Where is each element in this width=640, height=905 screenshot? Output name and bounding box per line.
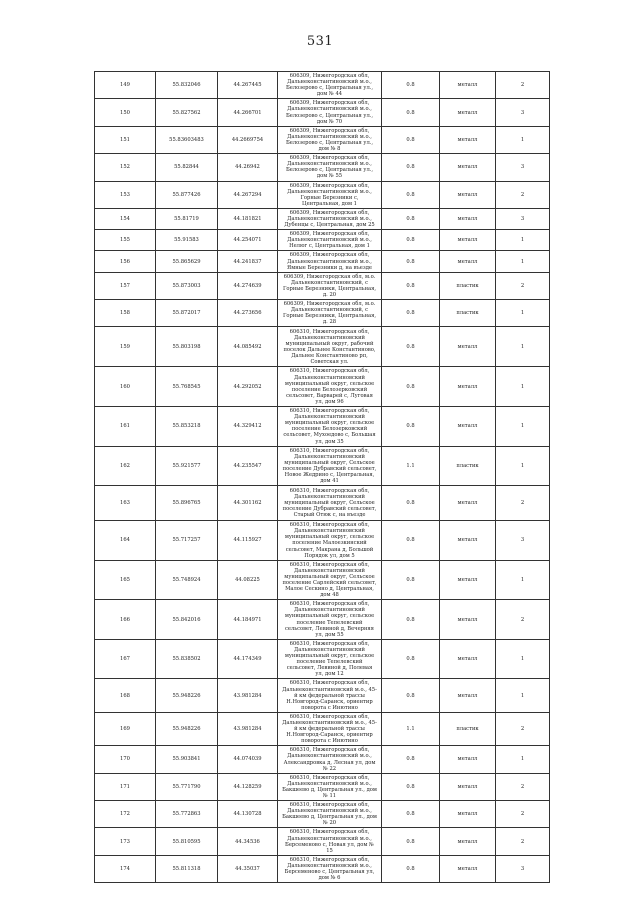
row-number-cell: 172 <box>95 801 156 828</box>
table-row <box>95 327 550 367</box>
longitude-cell: 44.235547 <box>218 446 278 486</box>
material-cell: пластик <box>440 446 496 486</box>
longitude-cell: 44.184971 <box>218 600 278 640</box>
material-cell: металл <box>440 828 496 855</box>
count-cell: 1 <box>496 327 550 367</box>
address-cell: 606310, Нижегородская обл, Дальнеконстантиновский м.о., 45-й км федеральной трассы Н.Новгород-Саранск, ориентир поворота с Инютино <box>278 679 382 712</box>
volume-cell: 0.8 <box>382 208 440 229</box>
table-row <box>95 639 550 679</box>
volume-cell: 0.8 <box>382 679 440 712</box>
volume-cell: 0.8 <box>382 486 440 521</box>
longitude-cell: 43.981284 <box>218 712 278 745</box>
address-cell: 606310, Нижегородская обл, Дальнеконстантиновский муниципальный округ, рабочий поселок Дальнее Константиново, Дальнее Константиново рп, Советская ул. <box>278 327 382 367</box>
row-number-cell: 170 <box>95 746 156 773</box>
address-cell: 606309, Нижегородская обл, Дальнеконстантиновский м.о., Горные Березники с, Центральная, дом 1 <box>278 181 382 208</box>
material-cell: металл <box>440 855 496 882</box>
longitude-cell: 44.266701 <box>218 99 278 126</box>
latitude-cell: 55.873003 <box>156 272 218 299</box>
count-cell: 1 <box>496 560 550 600</box>
material-cell: металл <box>440 154 496 181</box>
material-cell: металл <box>440 208 496 229</box>
material-cell: металл <box>440 251 496 272</box>
row-number-cell: 167 <box>95 639 156 679</box>
table-row <box>95 855 550 882</box>
material-cell: металл <box>440 367 496 407</box>
row-number-cell: 150 <box>95 99 156 126</box>
longitude-cell: 44.174349 <box>218 639 278 679</box>
address-cell: 606309, Нижегородская обл, Дальнеконстантиновский м.о., Белозерово с, Центральная ул., дом № 8 <box>278 126 382 153</box>
latitude-cell: 55.748924 <box>156 560 218 600</box>
latitude-cell: 55.83603483 <box>156 126 218 153</box>
longitude-cell: 44.26942 <box>218 154 278 181</box>
table-row <box>95 679 550 712</box>
latitude-cell: 55.903841 <box>156 746 218 773</box>
count-cell: 3 <box>496 154 550 181</box>
row-number-cell: 159 <box>95 327 156 367</box>
address-cell: 606309, Нижегородская обл, Дальнеконстантиновский м.о., Белозерово с, Центральная ул., дом № 44 <box>278 72 382 99</box>
material-cell: пластик <box>440 272 496 299</box>
longitude-cell: 44.292052 <box>218 367 278 407</box>
table-row <box>95 126 550 153</box>
row-number-cell: 161 <box>95 407 156 447</box>
longitude-cell: 44.2669754 <box>218 126 278 153</box>
longitude-cell: 44.074039 <box>218 746 278 773</box>
latitude-cell: 55.771790 <box>156 773 218 800</box>
volume-cell: 0.8 <box>382 746 440 773</box>
latitude-cell: 55.717257 <box>156 521 218 561</box>
volume-cell: 0.8 <box>382 367 440 407</box>
material-cell: пластик <box>440 712 496 745</box>
address-cell: 606309, Нижегородская обл, Дальнеконстантиновский м.о., Ямные Березники д, на въезде <box>278 251 382 272</box>
address-cell: 606309, Нижегородская обл, Дальнеконстантиновский м.о., Дубенцы с, Центральная, дом 25 <box>278 208 382 229</box>
longitude-cell: 44.273656 <box>218 300 278 327</box>
address-cell: 606309, Нижегородская обл, Дальнеконстантиновский м.о., Белозерово с, Центральная ул., дом № 70 <box>278 99 382 126</box>
volume-cell: 0.8 <box>382 600 440 640</box>
table-row <box>95 801 550 828</box>
volume-cell: 0.8 <box>382 521 440 561</box>
row-number-cell: 163 <box>95 486 156 521</box>
table-row <box>95 181 550 208</box>
address-cell: 606309, Нижегородская обл, Дальнеконстантиновский м.о., Белозерово с, Центральная ул., дом № 55 <box>278 154 382 181</box>
address-cell: 606310, Нижегородская обл, Дальнеконстантиновский м.о., 45-й км федеральной трассы Н.Новгород-Саранск, ориентир поворота с Инютино <box>278 712 382 745</box>
latitude-cell: 55.877426 <box>156 181 218 208</box>
table-row <box>95 560 550 600</box>
latitude-cell: 55.810595 <box>156 828 218 855</box>
row-number-cell: 155 <box>95 230 156 251</box>
address-cell: 606310, Нижегородская обл, Дальнеконстантиновский м.о., Берсеменово с, Новая ул, дом № 15 <box>278 828 382 855</box>
volume-cell: 0.8 <box>382 801 440 828</box>
material-cell: металл <box>440 327 496 367</box>
row-number-cell: 157 <box>95 272 156 299</box>
table-row <box>95 154 550 181</box>
count-cell: 2 <box>496 801 550 828</box>
address-cell: 606309, Нижегородская обл, Дальнеконстантиновский м.о., Нелюг с, Центральная, дом 1 <box>278 230 382 251</box>
latitude-cell: 55.768545 <box>156 367 218 407</box>
latitude-cell: 55.842016 <box>156 600 218 640</box>
volume-cell: 0.8 <box>382 251 440 272</box>
count-cell: 1 <box>496 230 550 251</box>
table-row <box>95 407 550 447</box>
volume-cell: 0.8 <box>382 181 440 208</box>
address-cell: 606310, Нижегородская обл, Дальнеконстантиновский м.о., Бакшеево д, Центральная ул., дом № 11 <box>278 773 382 800</box>
longitude-cell: 44.241837 <box>218 251 278 272</box>
table-row <box>95 773 550 800</box>
table-row <box>95 72 550 99</box>
material-cell: металл <box>440 407 496 447</box>
row-number-cell: 162 <box>95 446 156 486</box>
longitude-cell: 44.181821 <box>218 208 278 229</box>
material-cell: металл <box>440 126 496 153</box>
address-cell: 606310, Нижегородская обл, Дальнеконстантиновский м.о., Александровка д, Лесная ул, дом № 22 <box>278 746 382 773</box>
latitude-cell: 55.91583 <box>156 230 218 251</box>
count-cell: 1 <box>496 407 550 447</box>
count-cell: 1 <box>496 679 550 712</box>
table-body <box>95 72 550 883</box>
volume-cell: 0.8 <box>382 99 440 126</box>
volume-cell: 0.8 <box>382 828 440 855</box>
latitude-cell: 55.803198 <box>156 327 218 367</box>
count-cell: 3 <box>496 521 550 561</box>
volume-cell: 0.8 <box>382 639 440 679</box>
table-row <box>95 251 550 272</box>
material-cell: металл <box>440 746 496 773</box>
row-number-cell: 152 <box>95 154 156 181</box>
address-cell: 606310, Нижегородская обл, Дальнеконстантиновский муниципальный округ, Сельское поселение Сарлейский сельсовет, Малое Сескино д, Центральная, дом 48 <box>278 560 382 600</box>
latitude-cell: 55.948226 <box>156 712 218 745</box>
count-cell: 2 <box>496 600 550 640</box>
address-cell: 606310, Нижегородская обл, Дальнеконстантиновский м.о., Берсеменово с, Центральная ул, дом № 6 <box>278 855 382 882</box>
table-row <box>95 208 550 229</box>
latitude-cell: 55.811318 <box>156 855 218 882</box>
longitude-cell: 44.301162 <box>218 486 278 521</box>
material-cell: металл <box>440 486 496 521</box>
longitude-cell: 44.254071 <box>218 230 278 251</box>
latitude-cell: 55.772863 <box>156 801 218 828</box>
longitude-cell: 43.981284 <box>218 679 278 712</box>
count-cell: 2 <box>496 272 550 299</box>
volume-cell: 0.8 <box>382 855 440 882</box>
address-cell: 606309, Нижегородская обл, м.о. Дальнеконстантиновский, с Горные Березники, Центральная, д. 28 <box>278 300 382 327</box>
table-row <box>95 446 550 486</box>
latitude-cell: 55.872017 <box>156 300 218 327</box>
table-row <box>95 486 550 521</box>
table-row <box>95 712 550 745</box>
material-cell: металл <box>440 521 496 561</box>
material-cell: металл <box>440 181 496 208</box>
volume-cell: 0.8 <box>382 407 440 447</box>
latitude-cell: 55.81719 <box>156 208 218 229</box>
count-cell: 2 <box>496 72 550 99</box>
row-number-cell: 153 <box>95 181 156 208</box>
row-number-cell: 171 <box>95 773 156 800</box>
latitude-cell: 55.921577 <box>156 446 218 486</box>
longitude-cell: 44.34536 <box>218 828 278 855</box>
row-number-cell: 158 <box>95 300 156 327</box>
latitude-cell: 55.896765 <box>156 486 218 521</box>
volume-cell: 0.8 <box>382 72 440 99</box>
row-number-cell: 149 <box>95 72 156 99</box>
count-cell: 1 <box>496 367 550 407</box>
address-cell: 606310, Нижегородская обл, Дальнеконстантиновский м.о., Бакшеево д, Центральная ул., дом № 20 <box>278 801 382 828</box>
address-cell: 606310, Нижегородская обл, Дальнеконстантиновский муниципальный округ, сельское поселение Тепелевский сельсовет, Левиной д, Полевая ул, дом 12 <box>278 639 382 679</box>
latitude-cell: 55.82844 <box>156 154 218 181</box>
table-row <box>95 746 550 773</box>
row-number-cell: 160 <box>95 367 156 407</box>
address-cell: 606310, Нижегородская обл, Дальнеконстантиновский муниципальный округ, Сельское поселение Дубравский сельсовет, Новое Жедрино с, Центральная, дом 41 <box>278 446 382 486</box>
address-cell: 606309, Нижегородская обл, м.о. Дальнеконстантиновский, с Горные Березники, Центральная, д. 20 <box>278 272 382 299</box>
table-row <box>95 828 550 855</box>
register-table <box>94 71 550 883</box>
row-number-cell: 169 <box>95 712 156 745</box>
material-cell: металл <box>440 99 496 126</box>
longitude-cell: 44.274639 <box>218 272 278 299</box>
volume-cell: 1.1 <box>382 712 440 745</box>
volume-cell: 0.8 <box>382 272 440 299</box>
volume-cell: 0.8 <box>382 230 440 251</box>
page-number: 531 <box>306 34 334 49</box>
table-row <box>95 230 550 251</box>
longitude-cell: 44.115927 <box>218 521 278 561</box>
longitude-cell: 44.267294 <box>218 181 278 208</box>
latitude-cell: 55.948226 <box>156 679 218 712</box>
table-row <box>95 367 550 407</box>
volume-cell: 0.8 <box>382 327 440 367</box>
volume-cell: 0.8 <box>382 126 440 153</box>
count-cell: 1 <box>496 746 550 773</box>
address-cell: 606310, Нижегородская обл, Дальнеконстантиновский муниципальный округ, сельское поселение Малоезкинский сельсовет, Макрана д, Большой Порядок ул, дом 5 <box>278 521 382 561</box>
longitude-cell: 44.08225 <box>218 560 278 600</box>
register-table-container <box>94 71 549 883</box>
row-number-cell: 168 <box>95 679 156 712</box>
row-number-cell: 154 <box>95 208 156 229</box>
count-cell: 3 <box>496 208 550 229</box>
longitude-cell: 44.130728 <box>218 801 278 828</box>
count-cell: 1 <box>496 251 550 272</box>
material-cell: металл <box>440 560 496 600</box>
longitude-cell: 44.085492 <box>218 327 278 367</box>
row-number-cell: 151 <box>95 126 156 153</box>
longitude-cell: 44.267445 <box>218 72 278 99</box>
latitude-cell: 55.865629 <box>156 251 218 272</box>
count-cell: 2 <box>496 773 550 800</box>
material-cell: металл <box>440 679 496 712</box>
material-cell: металл <box>440 230 496 251</box>
count-cell: 1 <box>496 126 550 153</box>
table-row <box>95 272 550 299</box>
table-row <box>95 521 550 561</box>
longitude-cell: 44.329412 <box>218 407 278 447</box>
material-cell: металл <box>440 72 496 99</box>
address-cell: 606310, Нижегородская обл, Дальнеконстантиновский муниципальный округ, сельское поселение Тепелевский сельсовет, Левиной д, Вечерняя ул, дом 55 <box>278 600 382 640</box>
row-number-cell: 156 <box>95 251 156 272</box>
table-row <box>95 99 550 126</box>
longitude-cell: 44.35037 <box>218 855 278 882</box>
row-number-cell: 165 <box>95 560 156 600</box>
table-row <box>95 300 550 327</box>
latitude-cell: 55.827562 <box>156 99 218 126</box>
material-cell: металл <box>440 773 496 800</box>
material-cell: пластик <box>440 300 496 327</box>
count-cell: 1 <box>496 446 550 486</box>
longitude-cell: 44.128259 <box>218 773 278 800</box>
material-cell: металл <box>440 801 496 828</box>
row-number-cell: 174 <box>95 855 156 882</box>
address-cell: 606310, Нижегородская обл, Дальнеконстантиновский муниципальный округ, Сельское поселение Дубравский сельсовет, Старый Отюк с, на въезде <box>278 486 382 521</box>
count-cell: 2 <box>496 486 550 521</box>
row-number-cell: 166 <box>95 600 156 640</box>
table-row <box>95 600 550 640</box>
material-cell: металл <box>440 639 496 679</box>
count-cell: 3 <box>496 99 550 126</box>
volume-cell: 0.8 <box>382 154 440 181</box>
address-cell: 606310, Нижегородская обл, Дальнеконстантиновский муниципальный округ, сельское поселение Белозерковский сельсовет, Варварей с, Луговая ул, дом 96 <box>278 367 382 407</box>
count-cell: 1 <box>496 300 550 327</box>
count-cell: 2 <box>496 181 550 208</box>
material-cell: металл <box>440 600 496 640</box>
volume-cell: 1.1 <box>382 446 440 486</box>
latitude-cell: 55.838502 <box>156 639 218 679</box>
count-cell: 3 <box>496 855 550 882</box>
count-cell: 2 <box>496 828 550 855</box>
latitude-cell: 55.853218 <box>156 407 218 447</box>
row-number-cell: 164 <box>95 521 156 561</box>
volume-cell: 0.8 <box>382 560 440 600</box>
volume-cell: 0.8 <box>382 773 440 800</box>
address-cell: 606310, Нижегородская обл, Дальнеконстантиновский муниципальный округ, сельское поселение Белозерковский сельсовет, Мухоедово с, Большая ул, дом 35 <box>278 407 382 447</box>
volume-cell: 0.8 <box>382 300 440 327</box>
count-cell: 1 <box>496 639 550 679</box>
count-cell: 2 <box>496 712 550 745</box>
row-number-cell: 173 <box>95 828 156 855</box>
latitude-cell: 55.832046 <box>156 72 218 99</box>
